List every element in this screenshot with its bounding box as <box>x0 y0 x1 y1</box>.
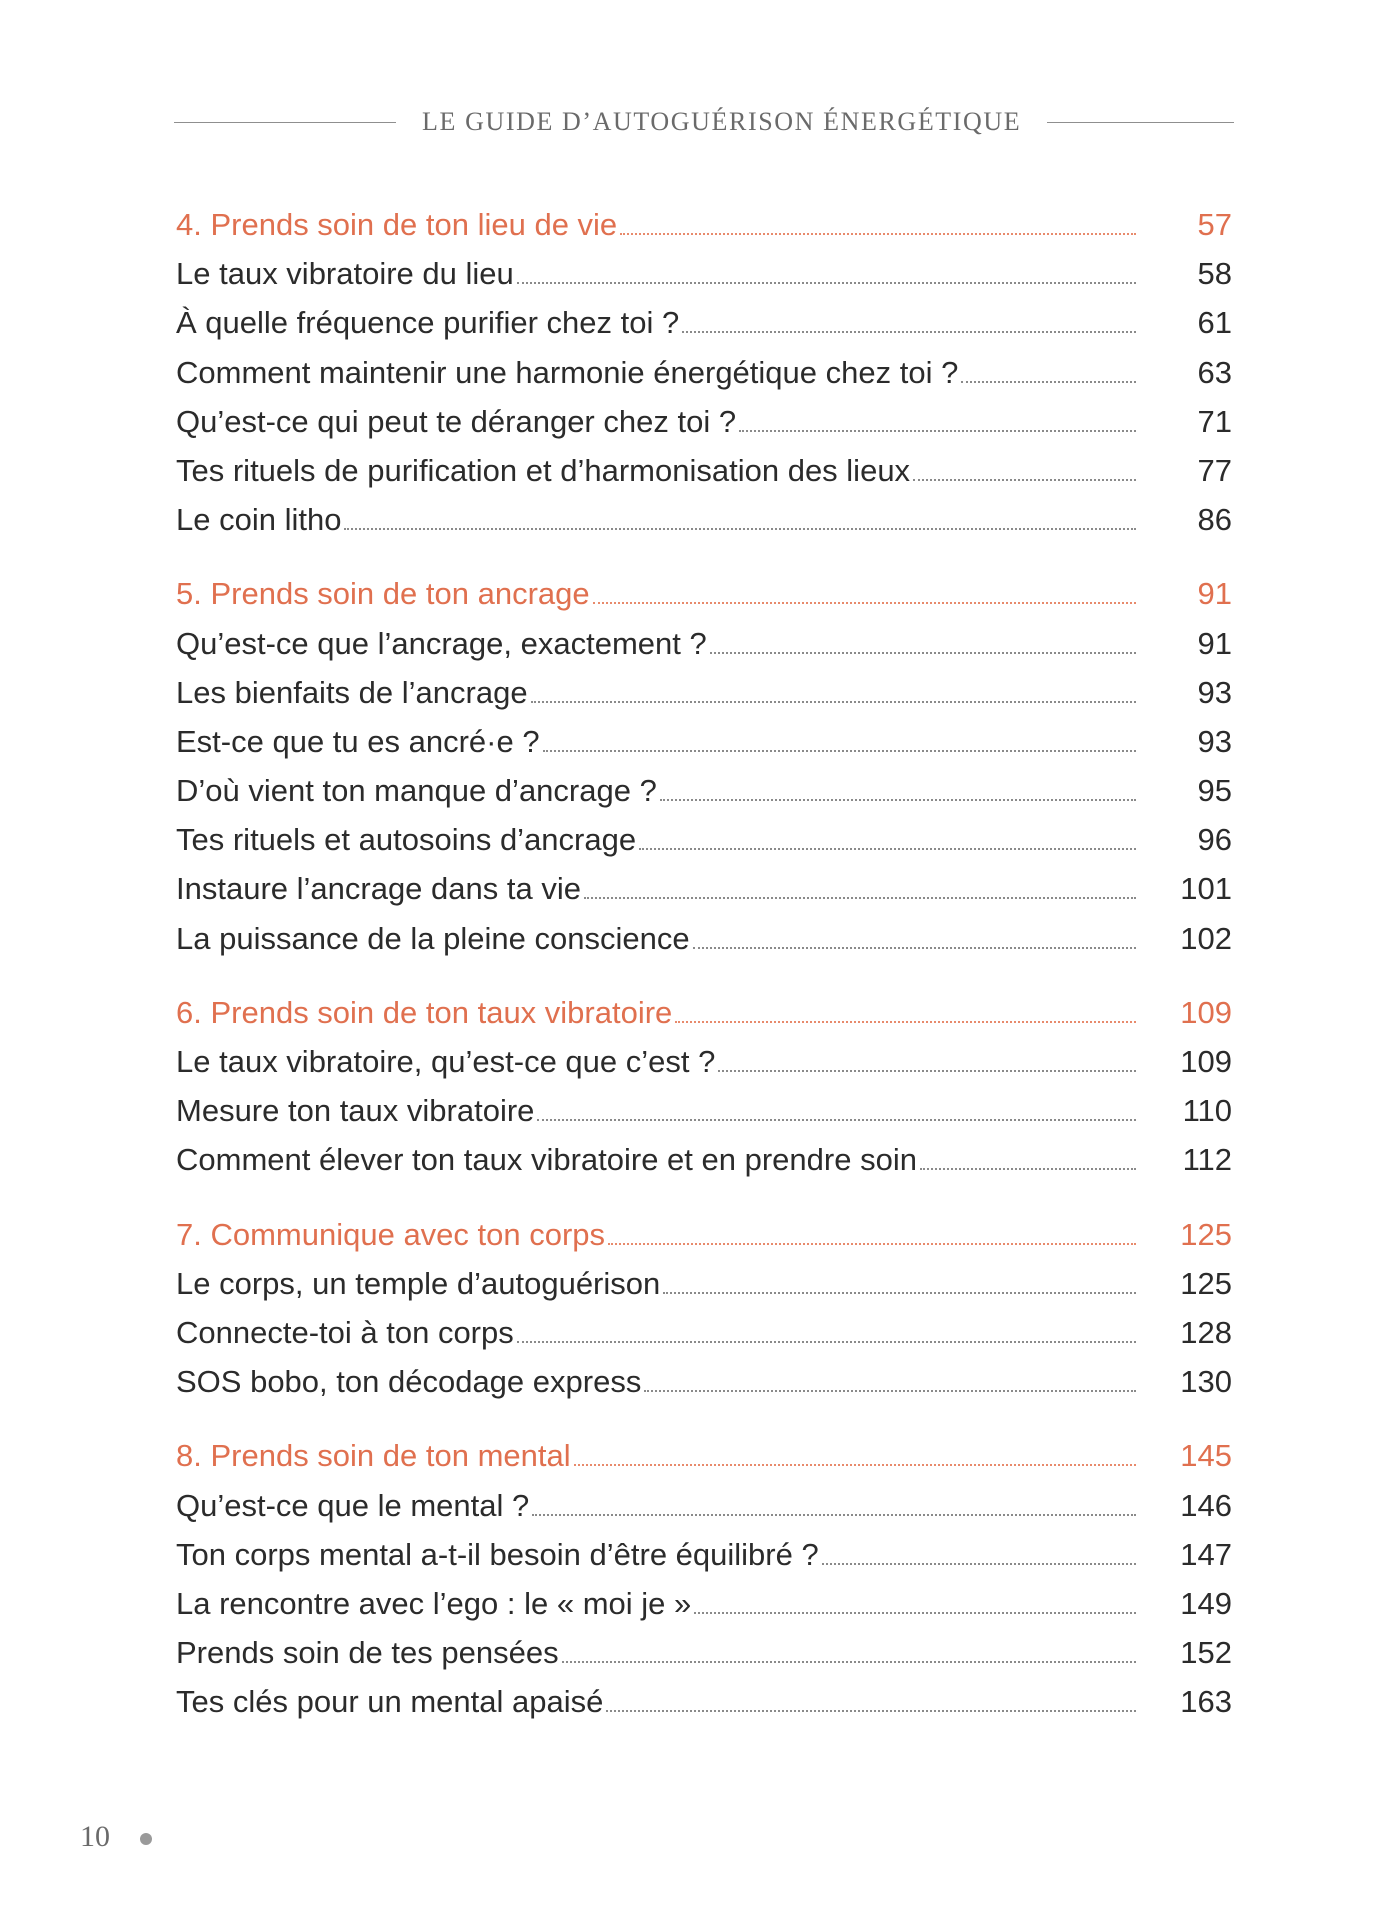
dot-leader <box>657 773 1136 803</box>
dot-leader <box>341 502 1136 532</box>
chapter-heading-label: 6. Prends soin de ton taux vibratoire <box>176 994 673 1030</box>
toc-entry-label: La puissance de la pleine conscience <box>176 920 690 956</box>
toc-entry-label: Tes rituels de purification et d’harmonisation des lieux <box>176 452 911 488</box>
toc-entry-label: Qu’est-ce qui peut te déranger chez toi ? <box>176 403 737 439</box>
toc-section <box>176 569 1232 963</box>
toc-entry[interactable] <box>176 1086 1232 1135</box>
dot-leader <box>958 355 1136 385</box>
dot-leader <box>603 1684 1136 1714</box>
dot-leader <box>819 1537 1136 1567</box>
dot-leader <box>910 453 1136 483</box>
chapter-heading[interactable] <box>176 1431 1232 1480</box>
dot-leader <box>581 871 1136 901</box>
chapter-heading-page-number: 91 <box>1197 576 1232 612</box>
toc-entry-label: Qu’est-ce que l’ancrage, exactement ? <box>176 625 707 661</box>
toc-entry[interactable] <box>176 619 1232 668</box>
header-rule-left <box>174 122 396 123</box>
toc-entry-page-number: 110 <box>1182 1093 1232 1129</box>
page-number: 10 <box>80 1820 110 1853</box>
toc-entry[interactable] <box>176 1677 1232 1726</box>
toc-entry-label: Qu’est-ce que le mental ? <box>176 1487 530 1523</box>
dot-leader <box>672 995 1136 1025</box>
toc-entry-page-number: 71 <box>1197 403 1232 439</box>
dot-leader <box>736 404 1136 434</box>
dot-leader <box>571 1438 1136 1468</box>
toc-entry-label: Comment maintenir une harmonie énergétique chez toi ? <box>176 354 959 390</box>
toc-entry[interactable] <box>176 1259 1232 1308</box>
toc-entry-label: D’où vient ton manque d’ancrage ? <box>176 773 657 809</box>
toc-entry-label: Le taux vibratoire du lieu <box>176 256 514 292</box>
toc-section <box>176 1210 1232 1407</box>
chapter-heading[interactable] <box>176 1210 1232 1259</box>
toc-entry-page-number: 93 <box>1197 674 1232 710</box>
toc-entry-page-number: 112 <box>1182 1142 1232 1178</box>
toc-entry-label: La rencontre avec l’ego : le « moi je » <box>176 1585 692 1621</box>
toc-section <box>176 1431 1232 1726</box>
toc-entry-label: Ton corps mental a-t-il besoin d’être équilibré ? <box>176 1536 819 1572</box>
toc-entry[interactable] <box>176 1628 1232 1677</box>
toc-entry-page-number: 125 <box>1180 1265 1232 1301</box>
header-rule-right <box>1047 122 1234 123</box>
chapter-heading-label: 5. Prends soin de ton ancrage <box>176 576 590 612</box>
toc-entry-label: SOS bobo, ton décodage express <box>176 1364 642 1400</box>
book-title: LE GUIDE D’AUTOGUÉRISON ÉNERGÉTIQUE <box>422 107 1022 136</box>
dot-leader <box>641 1364 1136 1394</box>
toc-entry-page-number: 86 <box>1197 502 1232 538</box>
dot-leader <box>534 1093 1136 1123</box>
dot-leader <box>605 1217 1136 1247</box>
toc-entry-page-number: 152 <box>1180 1635 1232 1671</box>
toc-entry-page-number: 128 <box>1180 1314 1232 1350</box>
dot-leader <box>636 822 1136 852</box>
toc-entry-label: Le taux vibratoire, qu’est-ce que c’est ? <box>176 1044 716 1079</box>
chapter-heading-page-number: 57 <box>1197 207 1232 242</box>
toc-entry-label: Est-ce que tu es ancré·e ? <box>176 723 540 759</box>
table-of-contents <box>176 200 1232 1751</box>
toc-entry[interactable] <box>176 1308 1232 1357</box>
toc-entry-page-number: 147 <box>1180 1536 1232 1572</box>
toc-entry[interactable] <box>176 446 1232 495</box>
dot-leader <box>679 305 1136 335</box>
toc-entry[interactable] <box>176 864 1232 913</box>
toc-entry-page-number: 101 <box>1180 871 1232 907</box>
chapter-heading-label: 8. Prends soin de ton mental <box>176 1438 571 1474</box>
dot-leader <box>559 1635 1136 1665</box>
toc-entry[interactable] <box>176 766 1232 815</box>
chapter-heading-label: 4. Prends soin de ton lieu de vie <box>176 207 618 242</box>
toc-entry-label: Prends soin de tes pensées <box>176 1635 559 1671</box>
chapter-heading-page-number: 145 <box>1180 1438 1232 1474</box>
dot-leader <box>590 576 1136 606</box>
toc-entry-page-number: 163 <box>1180 1684 1232 1720</box>
toc-entry-page-number: 109 <box>1180 1044 1232 1079</box>
toc-entry-label: Le coin litho <box>176 502 342 538</box>
chapter-heading-page-number: 109 <box>1180 994 1232 1030</box>
toc-entry-page-number: 102 <box>1180 920 1232 956</box>
toc-entry-page-number: 93 <box>1197 723 1232 759</box>
chapter-heading[interactable] <box>176 569 1232 618</box>
toc-entry-page-number: 77 <box>1197 452 1232 488</box>
toc-entry[interactable] <box>176 815 1232 864</box>
toc-entry[interactable] <box>176 397 1232 446</box>
toc-entry-page-number: 146 <box>1180 1487 1232 1523</box>
dot-leader <box>690 921 1136 951</box>
dot-leader <box>540 724 1136 754</box>
running-head <box>174 104 1234 140</box>
chapter-heading-label: 7. Communique avec ton corps <box>176 1216 606 1252</box>
page-number-bullet <box>140 1833 152 1845</box>
toc-entry-label: Mesure ton taux vibratoire <box>176 1093 535 1129</box>
toc-entry-page-number: 149 <box>1180 1585 1232 1621</box>
toc-entry[interactable] <box>176 495 1232 544</box>
toc-entry-label: À quelle fréquence purifier chez toi ? <box>176 305 680 341</box>
toc-entry-page-number: 91 <box>1197 625 1232 661</box>
toc-entry[interactable] <box>176 1579 1232 1628</box>
toc-entry-label: Les bienfaits de l’ancrage <box>176 674 528 710</box>
toc-entry-label: Instaure l’ancrage dans ta vie <box>176 871 581 907</box>
chapter-heading[interactable] <box>176 200 1232 249</box>
chapter-heading[interactable] <box>176 988 1232 1037</box>
toc-entry[interactable] <box>176 1481 1232 1530</box>
toc-entry-page-number: 63 <box>1197 354 1232 390</box>
toc-entry-label: Connecte-toi à ton corps <box>176 1314 514 1350</box>
toc-entry[interactable] <box>176 668 1232 717</box>
toc-entry-page-number: 58 <box>1197 256 1232 292</box>
toc-entry-label: Tes clés pour un mental apaisé <box>176 1684 604 1720</box>
toc-entry-page-number: 130 <box>1180 1364 1232 1400</box>
dot-leader <box>917 1142 1136 1172</box>
toc-entry-page-number: 61 <box>1197 305 1232 341</box>
toc-entry[interactable] <box>176 1135 1232 1184</box>
toc-entry[interactable] <box>176 1037 1232 1086</box>
toc-entry[interactable] <box>176 1357 1232 1406</box>
toc-section <box>176 200 1232 544</box>
toc-entry[interactable] <box>176 1530 1232 1579</box>
dot-leader <box>529 1488 1136 1518</box>
dot-leader <box>707 626 1136 656</box>
dot-leader <box>514 256 1136 286</box>
toc-section <box>176 988 1232 1185</box>
toc-entry-label: Tes rituels et autosoins d’ancrage <box>176 822 637 858</box>
toc-entry[interactable] <box>176 348 1232 397</box>
dot-leader <box>528 675 1136 705</box>
dot-leader <box>660 1266 1136 1296</box>
dot-leader <box>617 207 1136 237</box>
toc-entry-label: Le corps, un temple d’autoguérison <box>176 1265 661 1301</box>
dot-leader <box>514 1315 1136 1345</box>
toc-entry[interactable] <box>176 717 1232 766</box>
dot-leader <box>715 1044 1136 1074</box>
toc-entry-page-number: 96 <box>1197 822 1232 858</box>
dot-leader <box>691 1586 1136 1616</box>
toc-entry-label: Comment élever ton taux vibratoire et en prendre soin <box>176 1142 917 1178</box>
toc-entry[interactable] <box>176 298 1232 347</box>
toc-entry[interactable] <box>176 914 1232 963</box>
chapter-heading-page-number: 125 <box>1180 1216 1232 1252</box>
toc-entry[interactable] <box>176 249 1232 298</box>
toc-entry-page-number: 95 <box>1197 773 1232 809</box>
